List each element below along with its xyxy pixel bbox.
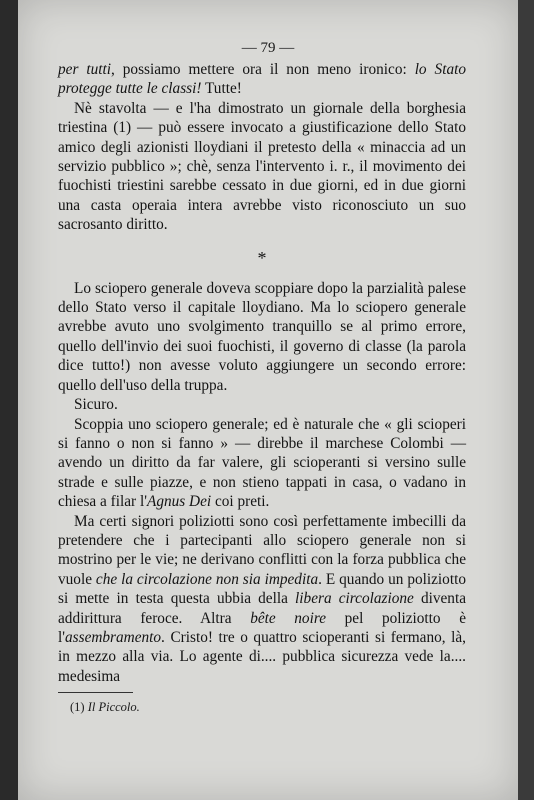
section-asterism: *	[257, 247, 267, 268]
footnote-rule	[58, 692, 133, 693]
paragraph	[58, 60, 466, 99]
paragraph	[58, 99, 466, 235]
text-run: Nè stavolta — e l'ha dimostrato un giornale della borghesia triestina (1) — può essere invocato a giustificazione dello Stato amico degli azionisti lloydiani il pretesto della « minaccia ad un servizio pubblico »; chè, senza l'intervento i. r., il movimento dei fuochisti triestini sarebbe cessato in due giorni, ed in due giorni una casta operaia intera avrebbe visto riconosciuto un suo sacrosanto diritto.	[58, 99, 466, 234]
text-run: Tutte!	[201, 80, 242, 98]
text-run: Scoppia uno sciopero generale; ed è naturale che « gli scioperi si fanno o non si fanno » — direbbe il marchese Colombi — avendo un diritto da far valere, gli scioperanti si versino sulle strade e sulle piazze, e non stieno tappati in casa, o vadano in chiesa a filar l'	[58, 415, 466, 511]
italic-text: lo Stato protegge tutte le classi!	[58, 61, 466, 98]
italic-text: assembramento	[65, 628, 162, 646]
italic-text: che la circolazione non sia impedita	[95, 570, 319, 588]
text-run: pel poliziotto è l'	[58, 609, 466, 646]
footnote-marker: (1)	[70, 700, 85, 714]
text-run: Sicuro.	[74, 396, 118, 414]
text-run: Lo sciopero generale doveva scoppiare dopo la parzialità palese dello Stato verso il capitale lloydiano. Ma lo sciopero generale avrebbe avuto uno svolgimento tranquillo se al primo errore, quello dell'invio dei suoi fuochisti, il governo di classe (la parola dice tutto!) non avesse voluto aggiungere un secondo errore: quello dell'uso della truppa.	[58, 279, 466, 394]
adjacent-page-edge	[518, 0, 534, 800]
paragraph	[58, 415, 466, 512]
paragraph	[58, 512, 466, 687]
text-run: Ma certi signori poliziotti sono così perfettamente imbecilli da pretendere che i partecipanti allo sciopero generale non si mostrino per le vie; ne derivano conflitti con la forza pubblica che vuole	[58, 512, 466, 588]
book-page	[18, 0, 518, 800]
italic-text: Agnus Dei	[146, 493, 212, 511]
footnote	[70, 700, 140, 715]
text-run: , possiamo mettere ora il non meno ironico:	[111, 61, 415, 78]
italic-text: per tutti	[58, 61, 111, 78]
text-run: diventa addirittura feroce. Altra	[58, 590, 466, 627]
body-text	[58, 60, 466, 686]
text-run: coi preti.	[211, 493, 270, 511]
footnote-text: Il Piccolo.	[87, 700, 140, 714]
page-number: — 79 —	[241, 40, 295, 56]
paragraph	[58, 395, 466, 414]
paragraphs-top	[58, 60, 466, 235]
paragraphs-bottom	[58, 279, 466, 687]
paragraph	[58, 279, 466, 395]
text-run: . Cristo! tre o quattro scioperanti si fermano, là, in mezzo alla via. Lo agente di.... pubblica sicurezza vede la.... medesima	[58, 628, 466, 685]
italic-text: bête noire	[250, 609, 327, 627]
text-run: . E quando un poliziotto si mette in testa questa ubbia della	[58, 570, 466, 608]
italic-text: libera circolazione	[295, 590, 414, 608]
